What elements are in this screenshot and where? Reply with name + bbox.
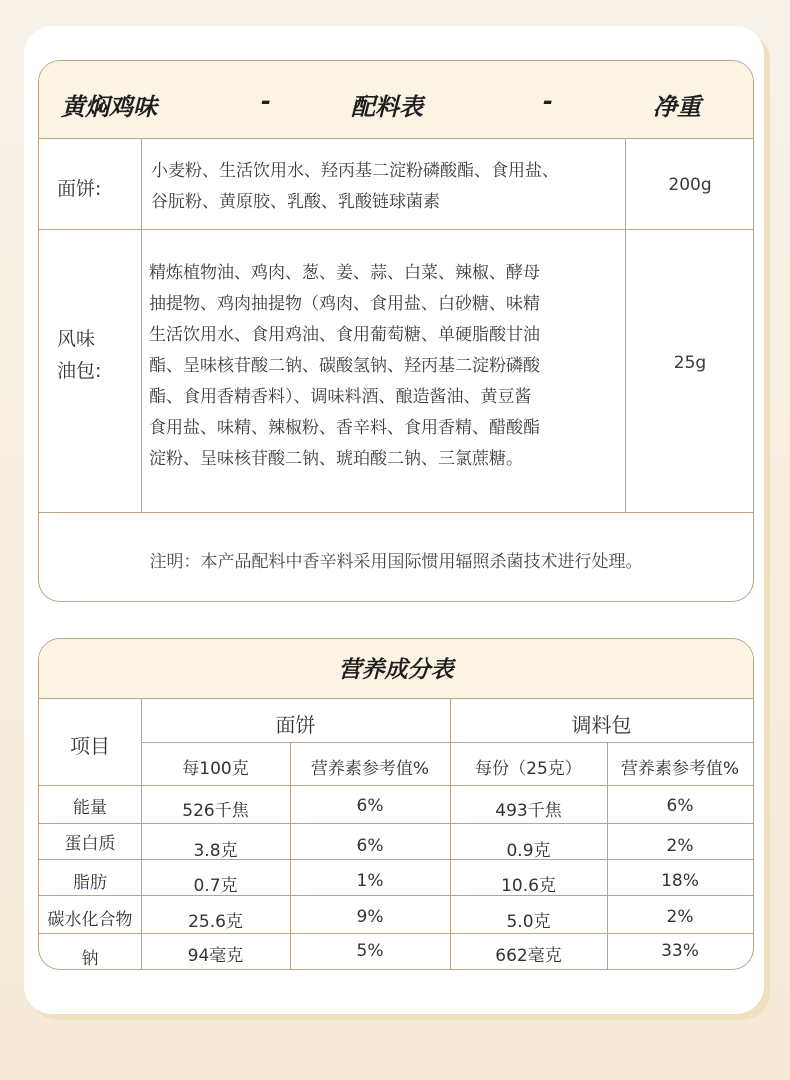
nutrition-title: 营养成分表 bbox=[39, 639, 753, 699]
header-separator: - bbox=[261, 87, 271, 115]
flavor-name: 黄焖鸡味 bbox=[61, 93, 157, 121]
table-cell: 10.6克 bbox=[501, 876, 556, 896]
header-separator: - bbox=[543, 87, 553, 115]
table-cell: 6% bbox=[356, 796, 384, 816]
row-divider bbox=[39, 823, 753, 824]
noodle-ingredients: 小麦粉、生活饮用水、羟丙基二淀粉磷酸酯、食用盐、 谷朊粉、黄原胶、乳酸、乳酸链球菌素 bbox=[151, 161, 559, 212]
table-cell: 0.7克 bbox=[193, 876, 238, 896]
row-divider bbox=[141, 742, 753, 743]
group-header-noodle: 面饼 bbox=[275, 713, 316, 737]
table-cell: 493千焦 bbox=[495, 801, 562, 821]
table-cell: 5.0克 bbox=[506, 912, 551, 932]
item-header: 项目 bbox=[70, 734, 110, 758]
row-name-energy: 能量 bbox=[73, 798, 107, 818]
table-cell: 33% bbox=[661, 941, 699, 961]
table-cell: 662毫克 bbox=[495, 946, 562, 966]
table-cell: 9% bbox=[356, 907, 384, 927]
table-cell: 94毫克 bbox=[187, 946, 244, 966]
oil-packet-ingredients: 精炼植物油、鸡肉、葱、姜、蒜、白菜、辣椒、酵母 抽提物、鸡肉抽提物（鸡肉、食用盐、白砂糖、味精 生活饮用水、食用鸡油、食用葡萄糖、单硬脂酸甘油 酯、呈味核苷酸二钠、碳酸氢钠、羟丙基二淀粉磷酸 酯、食用香精香料）、调味料酒、酿造酱油、黄豆酱 食用盐、味精、辣椒粉、香辛料、食用香精、醋酸酯 淀粉、呈味核苷酸二钠、琥珀酸二钠、三氯蔗糖。 bbox=[149, 263, 540, 469]
row-divider bbox=[39, 512, 753, 513]
table-cell: 2% bbox=[666, 836, 694, 856]
irradiation-note: 注明：本产品配料中香辛料采用国际惯用辐照杀菌技术进行处理。 bbox=[149, 552, 643, 572]
table-cell: 18% bbox=[661, 871, 699, 891]
ingredients-title: 配料表 bbox=[351, 93, 423, 121]
table-cell: 0.9克 bbox=[506, 841, 551, 861]
subheader-nrv: 营养素参考值% bbox=[310, 759, 430, 779]
table-cell: 2% bbox=[666, 907, 694, 927]
table-cell: 25.6克 bbox=[188, 912, 243, 932]
oil-packet-label: 风味 油包: bbox=[57, 328, 102, 382]
row-divider bbox=[39, 933, 753, 934]
table-cell: 1% bbox=[356, 871, 384, 891]
row-divider bbox=[39, 229, 753, 230]
net-weight-label: 净重 bbox=[653, 93, 701, 121]
subheader-per-100g: 每100克 bbox=[182, 759, 249, 779]
nutrition-table bbox=[38, 638, 754, 970]
row-name-sodium: 钠 bbox=[81, 949, 99, 969]
subheader-per-serving: 每份（25克） bbox=[475, 759, 582, 779]
noodle-label: 面饼: bbox=[57, 178, 102, 200]
table-cell: 6% bbox=[356, 836, 384, 856]
table-cell: 6% bbox=[666, 796, 694, 816]
oil-packet-weight: 25g bbox=[673, 353, 707, 373]
table-cell: 5% bbox=[356, 941, 384, 961]
ingredients-table bbox=[38, 60, 754, 602]
noodle-weight: 200g bbox=[668, 175, 712, 195]
subheader-nrv: 营养素参考值% bbox=[620, 759, 740, 779]
ingredients-header bbox=[39, 61, 753, 139]
row-name-protein: 蛋白质 bbox=[64, 834, 116, 854]
column-divider bbox=[625, 139, 626, 513]
column-divider bbox=[141, 139, 142, 513]
table-cell: 3.8克 bbox=[193, 841, 238, 861]
table-cell: 526千焦 bbox=[182, 801, 249, 821]
row-name-carbohydrate: 碳水化合物 bbox=[47, 910, 133, 930]
row-name-fat: 脂肪 bbox=[73, 873, 107, 893]
group-header-seasoning: 调料包 bbox=[571, 713, 632, 737]
row-divider bbox=[39, 785, 753, 786]
